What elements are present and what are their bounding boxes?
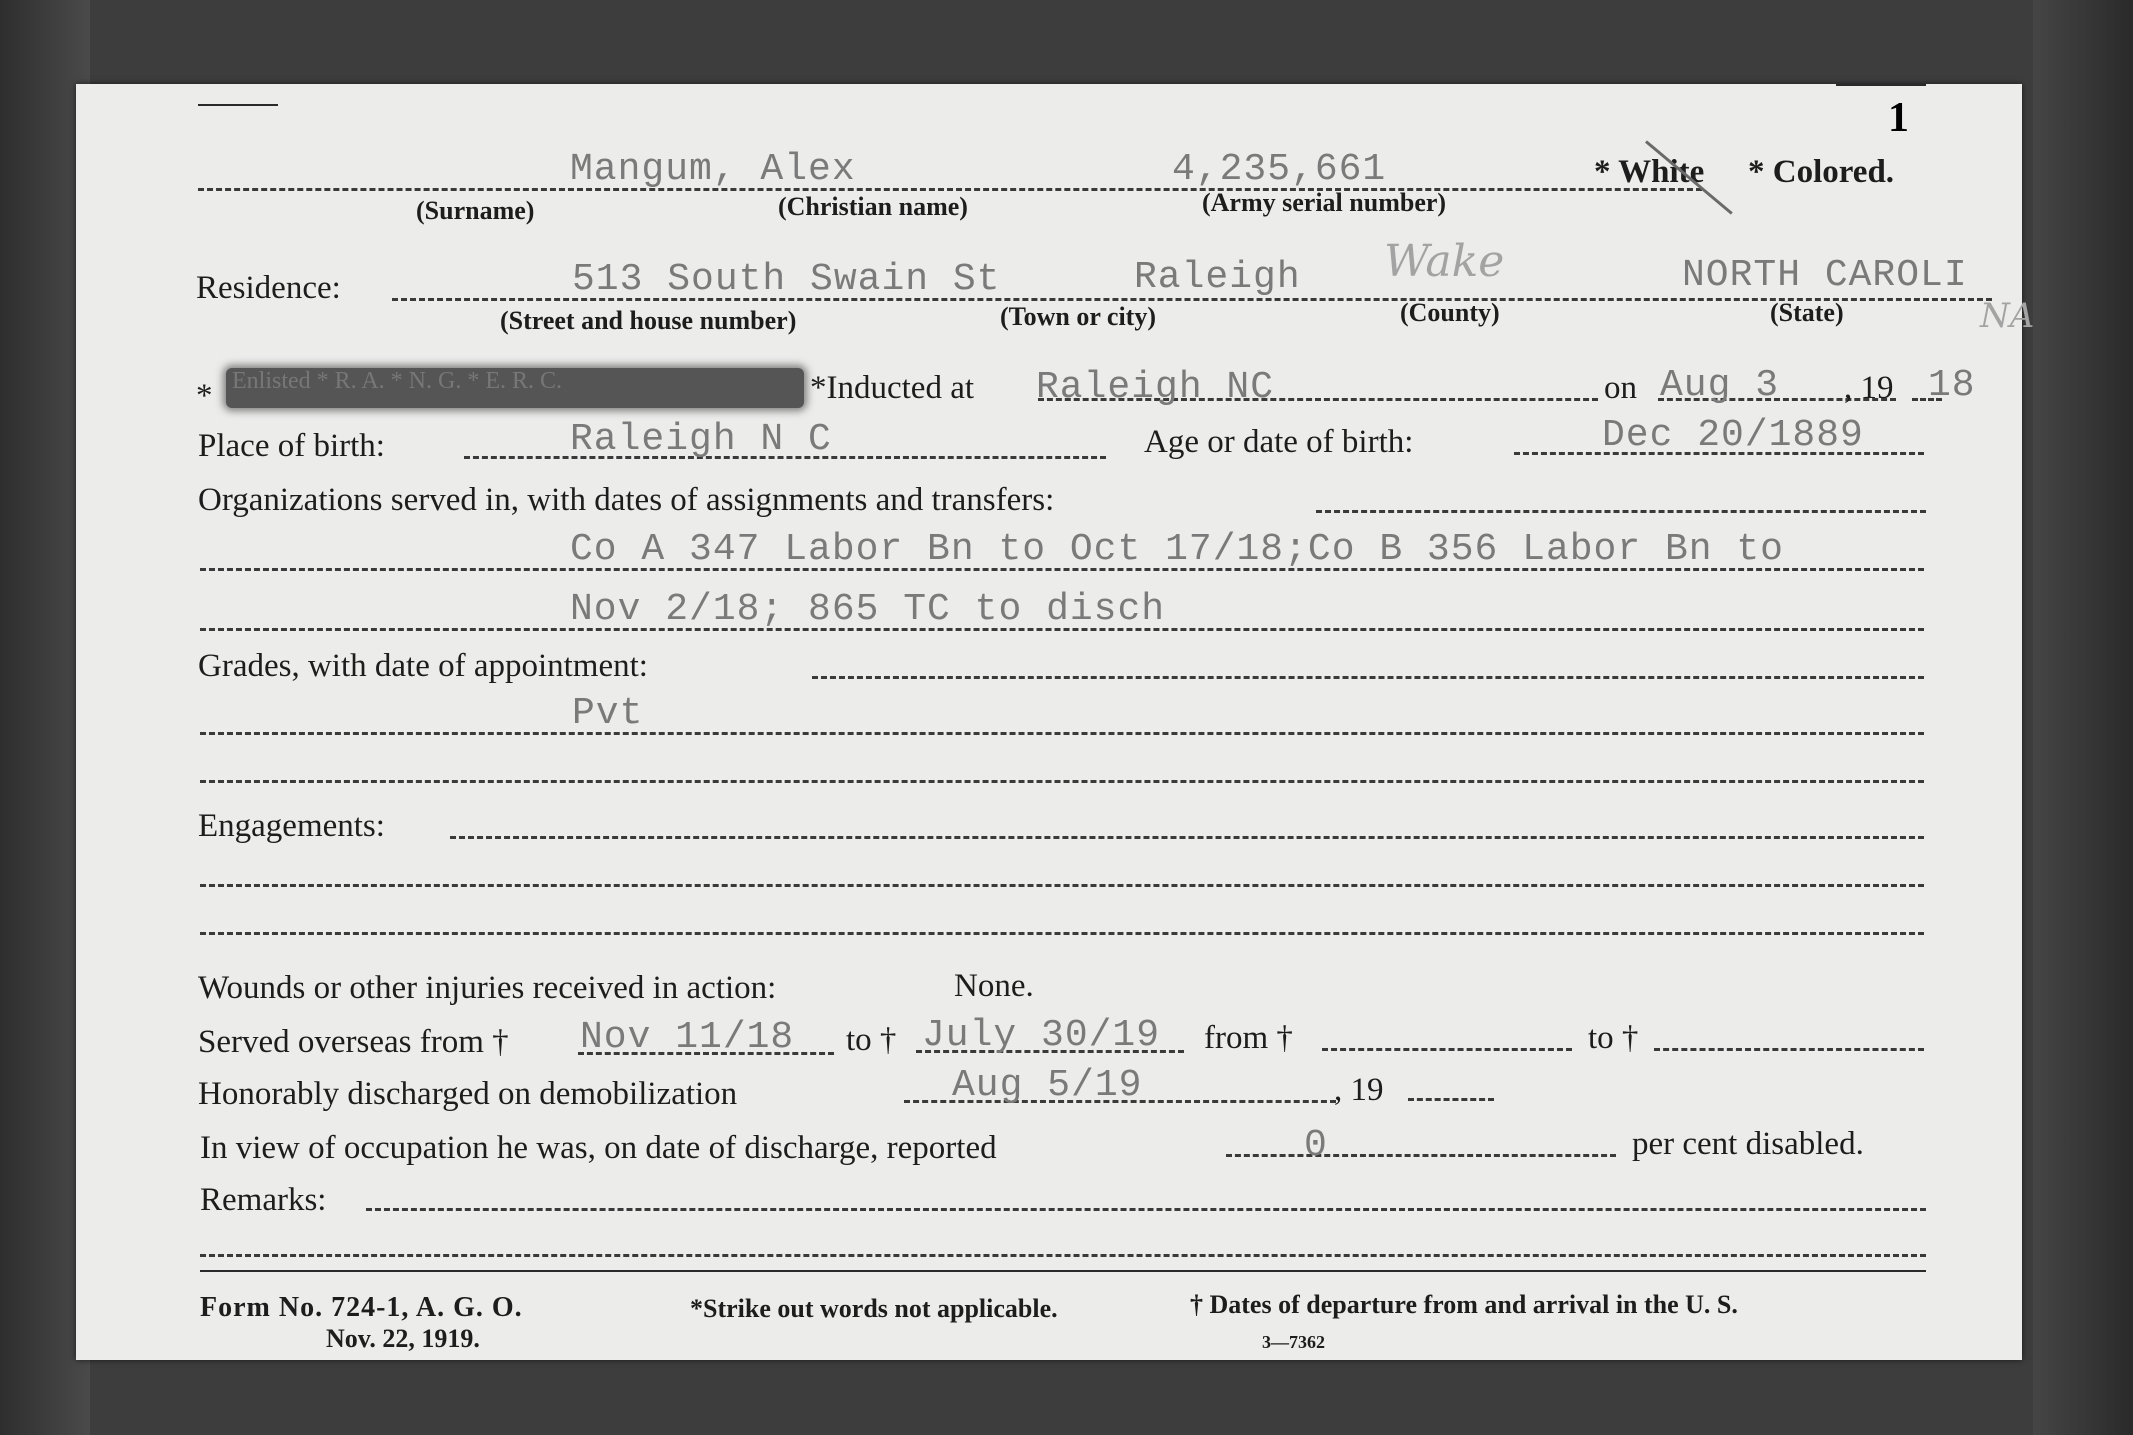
- surname-value: Mangum, Alex: [570, 148, 856, 191]
- state-caption: (State): [1770, 298, 1844, 327]
- disability-label: In view of occupation he was, on date of discharge, reported: [200, 1130, 997, 1166]
- street-caption: (Street and house number): [500, 306, 797, 335]
- wounds-label: Wounds or other injuries received in action:: [198, 970, 777, 1006]
- town-value: Raleigh: [1134, 256, 1301, 299]
- christian-name-caption: (Christian name): [778, 192, 968, 221]
- grades-label: Grades, with date of appointment:: [198, 648, 648, 684]
- organizations-entry-2: Nov 2/18; 865 TC to disch: [570, 588, 1166, 631]
- surname-caption: (Surname): [416, 196, 535, 225]
- top-right-rule: [1836, 84, 1926, 86]
- induction-date-value: Aug 3: [1660, 364, 1780, 407]
- form-date: Nov. 22, 1919.: [326, 1324, 480, 1353]
- name-line: [198, 188, 1702, 191]
- enlisted-options-text: Enlisted * R. A. * N. G. * E. R. C.: [232, 368, 563, 394]
- discharge-label: Honorably discharged on demobilization: [198, 1076, 738, 1112]
- top-left-rule: [198, 104, 278, 106]
- colored-label: * Colored.: [1748, 154, 1895, 190]
- serial-caption: (Army serial number): [1202, 188, 1447, 217]
- on-label: on: [1604, 370, 1637, 406]
- disability-value: 0: [1304, 1124, 1328, 1167]
- service-record-card: [76, 84, 2035, 1360]
- served-overseas-label: Served overseas from †: [198, 1024, 509, 1060]
- overseas-to-label: to †: [846, 1022, 897, 1058]
- engagements-line-2: [200, 884, 1924, 887]
- state-value: NORTH CAROLI: [1682, 254, 1968, 297]
- serial-number-value: 4,235,661: [1172, 148, 1387, 191]
- engagements-line-1: [450, 836, 1924, 839]
- footer-rule: [200, 1270, 1926, 1272]
- inducted-at-label: *Inducted at: [810, 370, 975, 406]
- overseas-to-value: July 30/19: [922, 1014, 1161, 1057]
- street-value: 513 South Swain St: [572, 258, 1001, 301]
- overseas-from2-line: [1322, 1048, 1572, 1051]
- grades-line-2: [200, 780, 1924, 783]
- grade-value: Pvt: [572, 692, 644, 735]
- white-label: * White: [1594, 154, 1705, 190]
- state-note-handwritten: NA: [1980, 296, 2035, 336]
- discharge-year-label: , 19: [1334, 1072, 1384, 1108]
- overseas-from2-label: from †: [1204, 1020, 1293, 1056]
- scan-background-right: [2033, 0, 2133, 1435]
- strike-note: *Strike out words not applicable.: [690, 1294, 1058, 1323]
- remarks-line-2: [200, 1254, 1926, 1257]
- inducted-place-value: Raleigh NC: [1036, 366, 1275, 409]
- redacted-enlisted-options: [226, 368, 804, 408]
- remarks-line-1: [366, 1208, 1926, 1211]
- organizations-label-line: [1316, 510, 1926, 513]
- grades-line-1: [200, 732, 1924, 735]
- wounds-value: None.: [954, 968, 1034, 1004]
- county-value-handwritten: Wake: [1384, 236, 1505, 287]
- county-caption: (County): [1400, 298, 1500, 327]
- discharge-date-value: Aug 5/19: [952, 1064, 1143, 1107]
- place-of-birth-label: Place of birth:: [198, 428, 385, 464]
- dagger-note: † Dates of departure from and arrival in the U. S.: [1190, 1290, 1738, 1319]
- overseas-from-value: Nov 11/18: [580, 1016, 795, 1059]
- organizations-label: Organizations served in, with dates of assignments and transfers:: [198, 482, 1055, 518]
- induction-asterisk: *: [196, 378, 213, 414]
- form-number: Form No. 724-1, A. G. O.: [200, 1292, 523, 1323]
- induction-year-prefix: , 19: [1844, 370, 1894, 406]
- residence-label: Residence:: [196, 270, 341, 306]
- town-caption: (Town or city): [1000, 302, 1156, 331]
- overseas-to2-line: [1654, 1048, 1924, 1051]
- card-number: 1: [1888, 95, 1909, 141]
- grades-label-line: [812, 676, 1924, 679]
- disability-line: [1226, 1154, 1616, 1157]
- engagements-line-3: [200, 932, 1924, 935]
- place-of-birth-value: Raleigh N C: [570, 418, 832, 461]
- age-label: Age or date of birth:: [1144, 424, 1414, 460]
- print-code: 3—7362: [1262, 1332, 1325, 1352]
- discharge-year-line: [1408, 1098, 1494, 1101]
- engagements-label: Engagements:: [198, 808, 385, 844]
- overseas-to2-label: to †: [1588, 1020, 1639, 1056]
- birth-date-value: Dec 20/1889: [1602, 414, 1864, 457]
- induction-year-value: 18: [1928, 364, 1976, 407]
- organizations-entry-1: Co A 347 Labor Bn to Oct 17/18;Co B 356 Labor Bn to: [570, 528, 1784, 571]
- disability-suffix: per cent disabled.: [1632, 1126, 1864, 1162]
- remarks-label: Remarks:: [200, 1182, 327, 1218]
